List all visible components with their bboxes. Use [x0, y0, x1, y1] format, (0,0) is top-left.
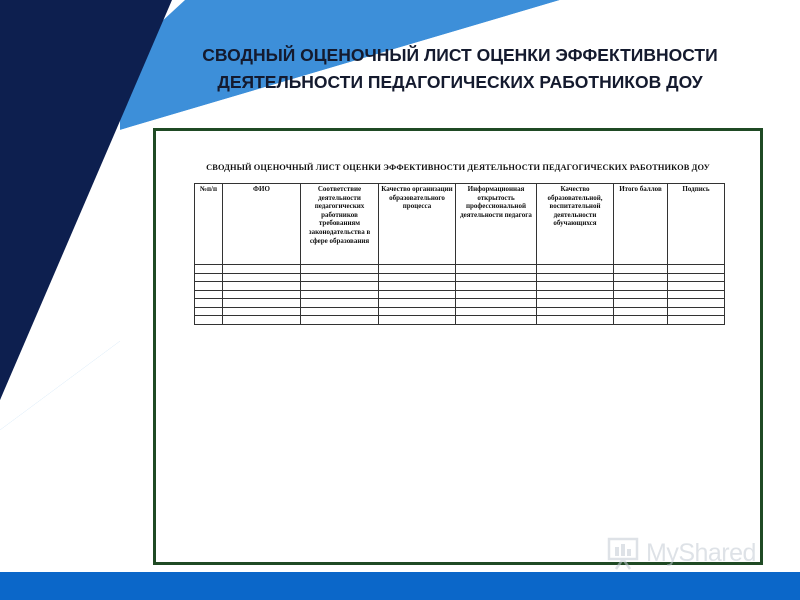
- table-cell: [456, 307, 537, 316]
- table-body: [195, 265, 725, 325]
- table-cell: [379, 299, 456, 308]
- bottom-blue-bar: [0, 572, 800, 600]
- table-cell: [537, 307, 614, 316]
- table-cell: [195, 282, 223, 291]
- table-header-row: [195, 184, 725, 265]
- column-header-process-quality: Качество организации образовательного процесса: [379, 184, 456, 265]
- table-cell: [668, 273, 725, 282]
- table-cell: [301, 299, 379, 308]
- table-cell: [537, 299, 614, 308]
- watermark: [606, 533, 756, 573]
- slide-title: [150, 42, 770, 96]
- table-cell: [379, 282, 456, 291]
- table-cell: [668, 282, 725, 291]
- table-cell: [223, 307, 301, 316]
- table-cell: [223, 282, 301, 291]
- table-cell: [301, 265, 379, 274]
- evaluation-table: [194, 183, 725, 325]
- column-header-signature: Подпись: [668, 184, 725, 265]
- table-cell: [379, 307, 456, 316]
- table-cell: [614, 282, 668, 291]
- column-header-name: ФИО: [223, 184, 301, 265]
- table-cell: [223, 290, 301, 299]
- table-cell: [456, 265, 537, 274]
- table-cell: [614, 316, 668, 325]
- table-cell: [668, 290, 725, 299]
- table-cell: [301, 307, 379, 316]
- table-row: [195, 265, 725, 274]
- column-header-openness: Информационная открытость профессиональной деятельности педагога: [456, 184, 537, 265]
- slide-title-line-2: ДЕЯТЕЛЬНОСТИ ПЕДАГОГИЧЕСКИХ РАБОТНИКОВ ДОУ: [217, 72, 703, 92]
- table-cell: [379, 265, 456, 274]
- table-cell: [456, 299, 537, 308]
- table-cell: [223, 316, 301, 325]
- column-header-education-quality: Качество образовательной, воспитательной деятельности обучающихся: [537, 184, 614, 265]
- table-cell: [537, 273, 614, 282]
- table-cell: [301, 290, 379, 299]
- table-row: [195, 290, 725, 299]
- table-cell: [456, 316, 537, 325]
- column-header-total: Итого баллов: [614, 184, 668, 265]
- table-cell: [614, 307, 668, 316]
- slide-title-line-1: СВОДНЫЙ ОЦЕНОЧНЫЙ ЛИСТ ОЦЕНКИ ЭФФЕКТИВНОСТИ: [202, 45, 718, 65]
- table-row: [195, 307, 725, 316]
- table-row: [195, 299, 725, 308]
- column-header-compliance: Соответствие деятельности педагогических работников требованиям законодательства в сфере образования: [301, 184, 379, 265]
- table-cell: [456, 290, 537, 299]
- presentation-board-icon: [606, 535, 640, 571]
- table-cell: [195, 265, 223, 274]
- table-cell: [614, 299, 668, 308]
- document-heading: СВОДНЫЙ ОЦЕНОЧНЫЙ ЛИСТ ОЦЕНКИ ЭФФЕКТИВНОСТИ ДЕЯТЕЛЬНОСТИ ПЕДАГОГИЧЕСКИХ РАБОТНИКОВ ДОУ: [206, 163, 710, 172]
- table-cell: [195, 299, 223, 308]
- table-cell: [223, 273, 301, 282]
- table-cell: [668, 265, 725, 274]
- table-cell: [379, 273, 456, 282]
- table-cell: [195, 316, 223, 325]
- table-cell: [301, 282, 379, 291]
- table-cell: [614, 265, 668, 274]
- table-cell: [379, 316, 456, 325]
- table-cell: [456, 273, 537, 282]
- table-cell: [668, 316, 725, 325]
- table-cell: [537, 282, 614, 291]
- table-row: [195, 273, 725, 282]
- table-cell: [537, 265, 614, 274]
- table-cell: [614, 273, 668, 282]
- table-cell: [668, 299, 725, 308]
- table-cell: [301, 316, 379, 325]
- table-cell: [195, 307, 223, 316]
- table-row: [195, 316, 725, 325]
- table-cell: [537, 316, 614, 325]
- table-cell: [195, 290, 223, 299]
- table-cell: [456, 282, 537, 291]
- table-cell: [301, 273, 379, 282]
- table-cell: [614, 290, 668, 299]
- table-cell: [223, 299, 301, 308]
- table-cell: [195, 273, 223, 282]
- document-frame: [153, 128, 763, 565]
- table-cell: [379, 290, 456, 299]
- watermark-text: MyShared: [646, 538, 756, 567]
- table-cell: [668, 307, 725, 316]
- table-cell: [537, 290, 614, 299]
- table-cell: [223, 265, 301, 274]
- column-header-number: №п/п: [195, 184, 223, 265]
- table-row: [195, 282, 725, 291]
